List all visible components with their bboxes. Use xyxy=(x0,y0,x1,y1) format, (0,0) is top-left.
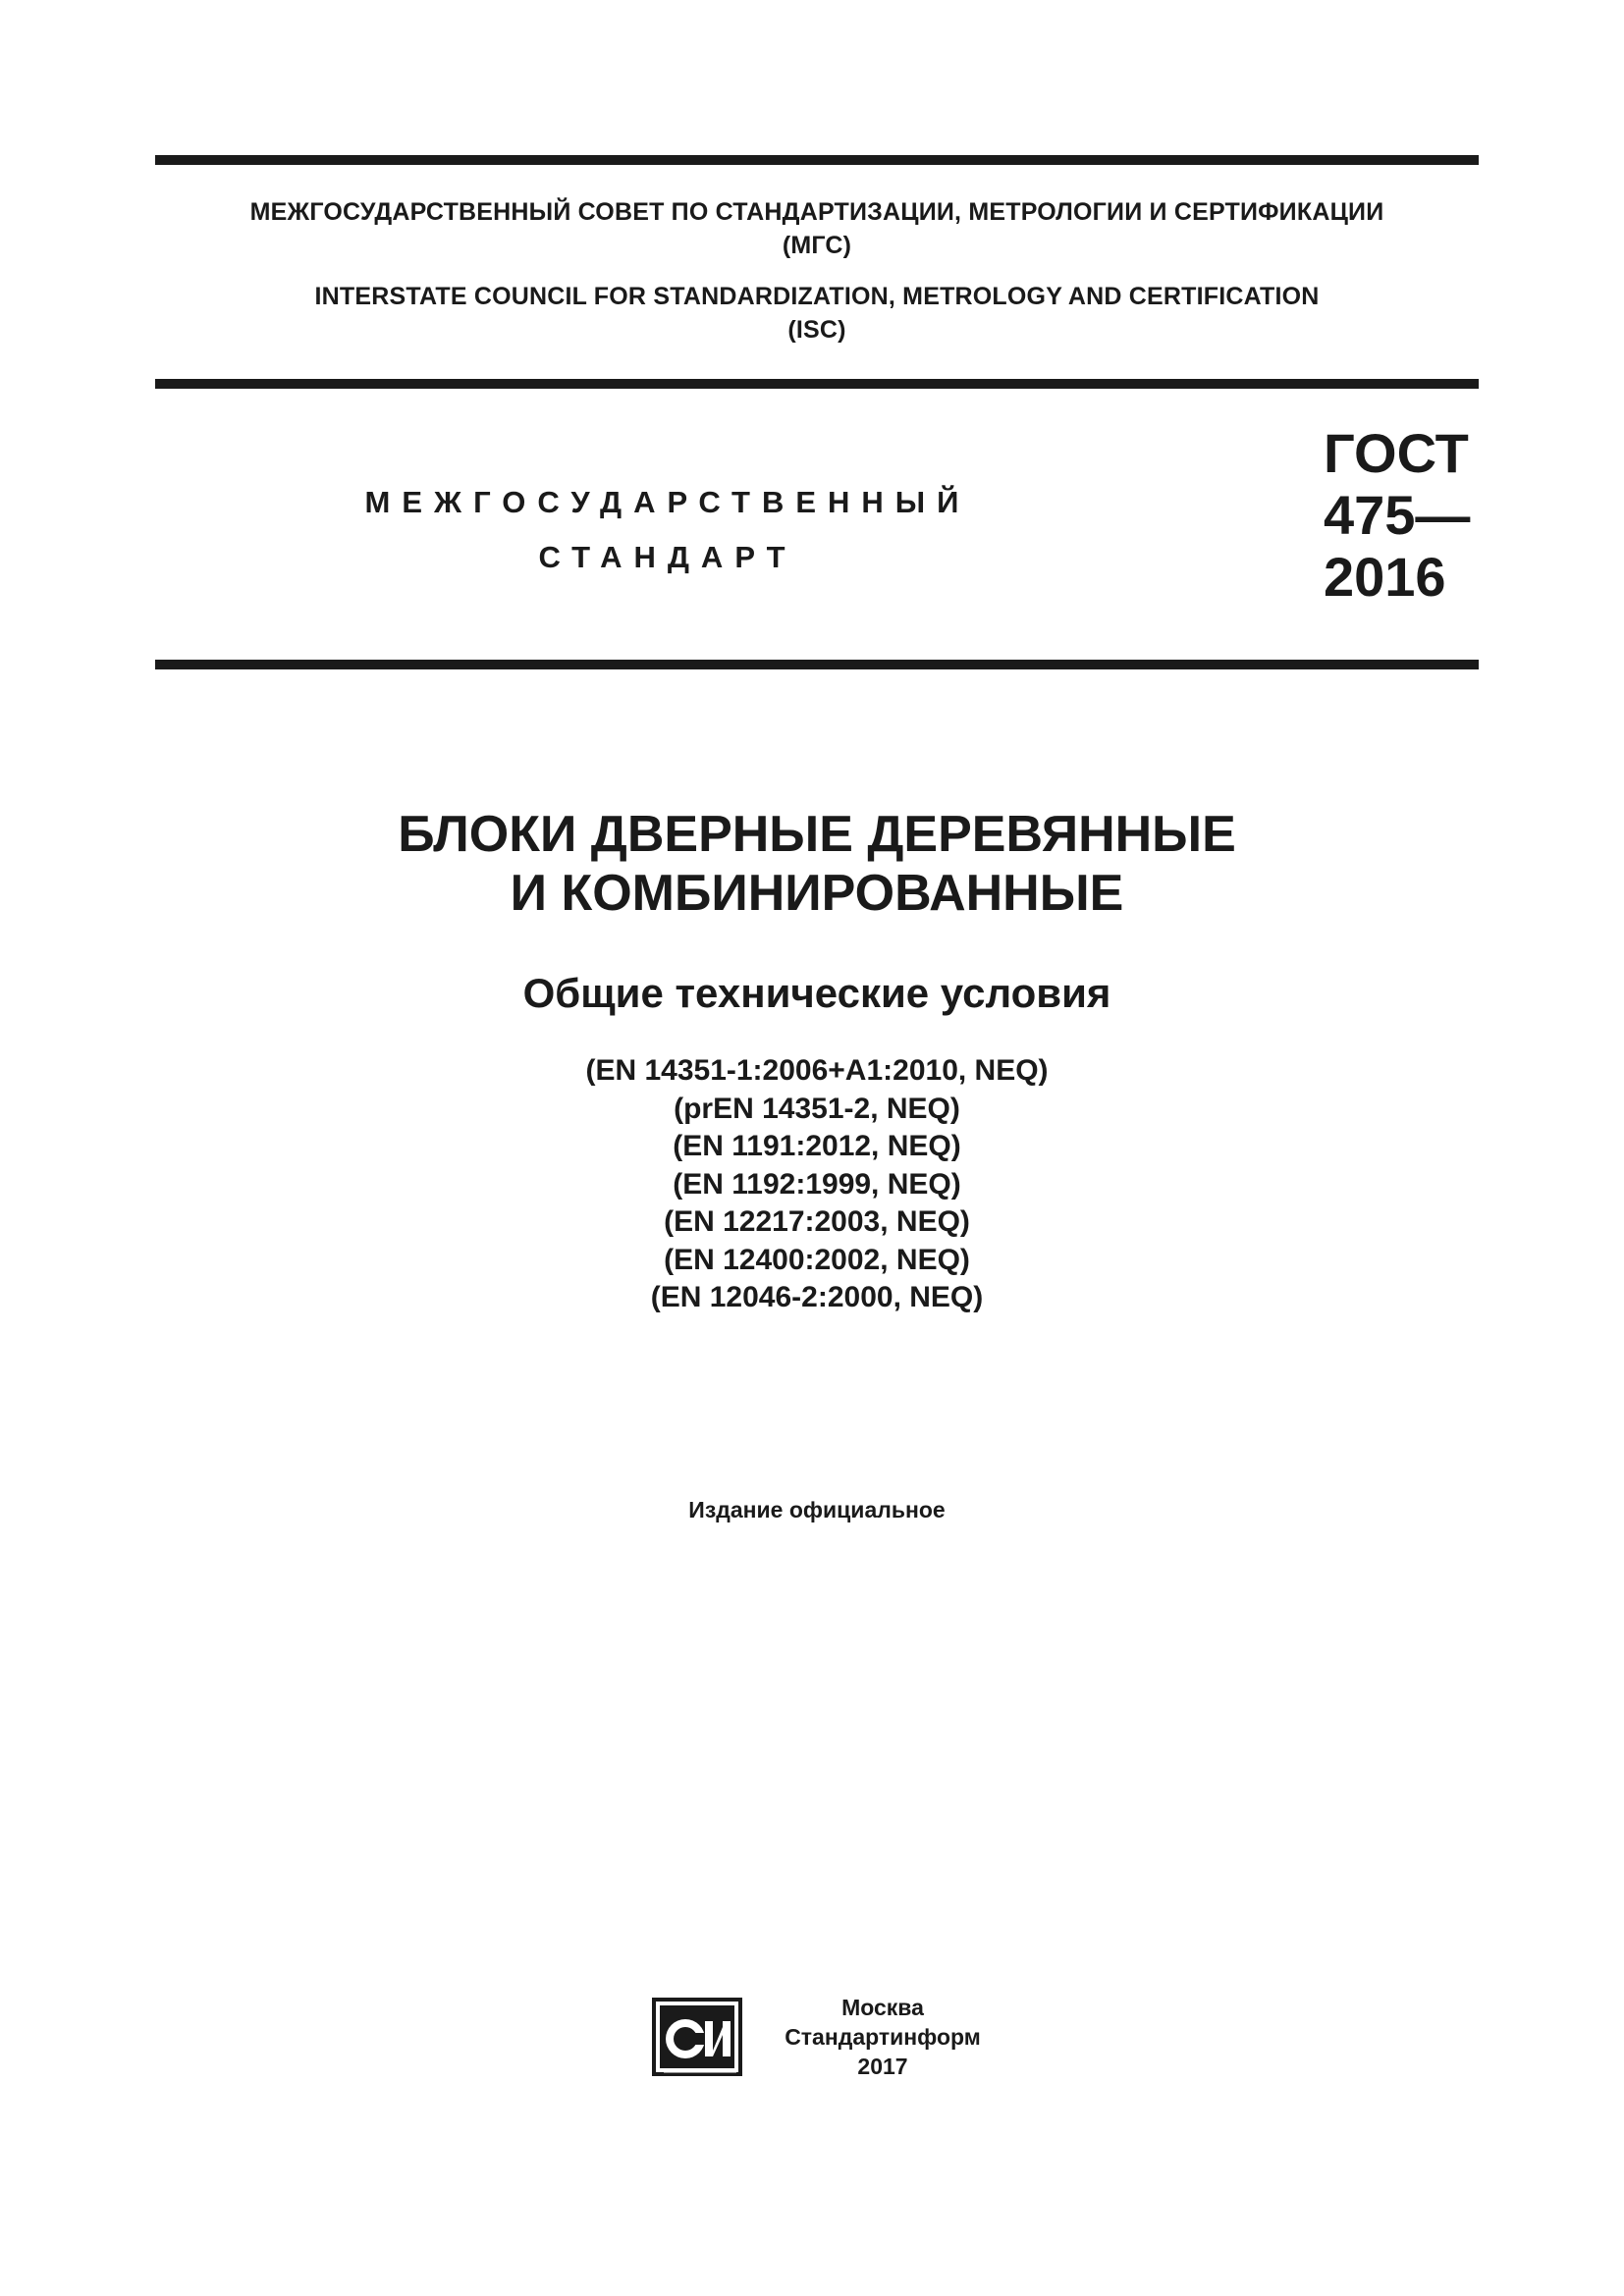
title-line2: И КОМБИНИРОВАННЫЕ xyxy=(510,865,1124,922)
council-abbr-en: (ISC) xyxy=(787,316,846,344)
document-title xyxy=(155,805,1479,923)
council-abbr-ru: (МГС) xyxy=(782,232,852,259)
standartinform-logo-icon xyxy=(650,1996,744,2079)
reference-standards-list xyxy=(155,1052,1479,1317)
reference-standard: (EN 12046-2:2000, NEQ) xyxy=(650,1281,984,1313)
standard-type-line1: МЕЖГОСУДАРСТВЕННЫЙ xyxy=(364,485,971,519)
standard-designation xyxy=(1324,422,1470,608)
reference-standard: (EN 12400:2002, NEQ) xyxy=(664,1243,970,1276)
document-subtitle: Общие технические условия xyxy=(522,970,1111,1016)
council-header xyxy=(155,195,1479,347)
designation-prefix: ГОСТ xyxy=(1324,422,1469,484)
council-name-ru: МЕЖГОСУДАРСТВЕННЫЙ СОВЕТ ПО СТАНДАРТИЗАЦИИ, МЕТРОЛОГИИ И СЕРТИФИКАЦИИ xyxy=(249,198,1384,226)
publisher-block xyxy=(764,1993,1001,2081)
publisher-city: Москва xyxy=(841,1995,924,2020)
council-name-en: INTERSTATE COUNCIL FOR STANDARDIZATION, METROLOGY AND CERTIFICATION xyxy=(314,283,1320,310)
standard-type-line2: СТАНДАРТ xyxy=(538,540,797,574)
spacer xyxy=(155,262,1479,280)
standard-type xyxy=(295,475,1041,585)
reference-standard: (EN 14351-1:2006+A1:2010, NEQ) xyxy=(585,1054,1049,1087)
designation-divider xyxy=(155,660,1479,669)
reference-standard: (prEN 14351-2, NEQ) xyxy=(674,1092,960,1125)
designation-year: 2016 xyxy=(1324,546,1446,608)
reference-standard: (EN 1191:2012, NEQ) xyxy=(673,1130,961,1162)
publisher-year: 2017 xyxy=(857,2054,908,2079)
top-divider xyxy=(155,155,1479,165)
reference-standard: (EN 1192:1999, NEQ) xyxy=(673,1167,961,1201)
edition-note: Издание официальное xyxy=(688,1497,946,1522)
header-divider xyxy=(155,379,1479,389)
publisher-name: Стандартинформ xyxy=(785,2024,981,2050)
title-line1: БЛОКИ ДВЕРНЫЕ ДЕРЕВЯННЫЕ xyxy=(398,806,1236,863)
reference-standard: (EN 12217:2003, NEQ) xyxy=(664,1205,970,1238)
designation-number: 475— xyxy=(1324,484,1471,546)
